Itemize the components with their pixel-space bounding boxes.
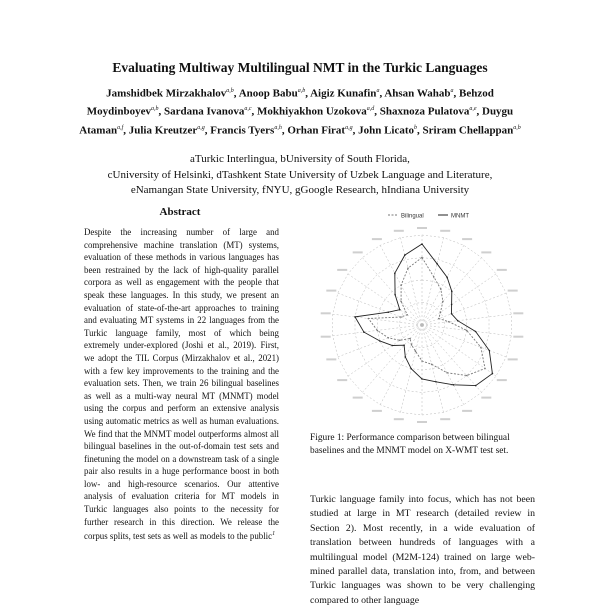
figure-caption: Figure 1: Performance comparison between bilingual baselines and the MNMT model on X-WMT test set. bbox=[310, 433, 510, 457]
radar-axis-label bbox=[440, 230, 450, 232]
author-name: Duygu Ataman bbox=[79, 106, 514, 137]
radar-axis-label bbox=[337, 379, 347, 381]
radar-point bbox=[489, 350, 491, 352]
radar-point bbox=[354, 316, 356, 318]
author-affiliation-mark: a,b bbox=[513, 124, 521, 131]
body-text: Turkic language family into focus, which has not been studied at large in MT research (detailed review in Section 2). Most recently, in a wide evaluation of translation between hundreds of languages with a multilingual model (M2M-124) trained on large web-mined parallel data, translation into, from, and between Turkic languages was shown to be very challenging compared to other language bbox=[310, 494, 535, 606]
radar-point bbox=[451, 291, 453, 293]
radar-point bbox=[409, 338, 411, 340]
radar-point bbox=[475, 331, 477, 333]
radar-point bbox=[394, 272, 396, 274]
affiliation-line-1: aTurkic Interlingua, bUniversity of South Florida, bbox=[190, 153, 410, 165]
author-name: Behzod Moydinboyev bbox=[86, 87, 494, 119]
radar-point bbox=[406, 314, 408, 316]
radar-point bbox=[457, 320, 459, 322]
radar-point bbox=[363, 331, 365, 333]
paper-title: Evaluating Multiway Multilingual NMT in the Turkic Languages bbox=[112, 60, 488, 75]
radar-point bbox=[484, 368, 486, 370]
abstract-footnote-mark: 1 bbox=[272, 531, 276, 538]
radar-axis-label bbox=[372, 410, 382, 412]
radar-axis-label bbox=[462, 238, 472, 240]
radar-axis-label bbox=[321, 312, 331, 314]
radar-point bbox=[475, 385, 477, 387]
legend-label: Bilingual bbox=[401, 213, 424, 220]
radar-spoke bbox=[422, 325, 506, 357]
radar-point bbox=[400, 284, 402, 286]
radar-point bbox=[453, 384, 455, 386]
author-list: Jamshidbek Mirzakhalov$^{a,b}$, Anoop Babu$^{a,b}$, Aigiz Kunafin$^a$, Ahsan Wahab$^a$, Behzod Moydinboyev$^{a,b}$, Sardana Ivanova$^{a,c}$, Mokhiyakhon Uzokova$^{a,d}$, Shaxnoza Pulatova$^{a,e}$, Duygu Ataman$^{a,f}$, Julia Kreutzer$^{a,g}$, Francis Tyers$^{a,h}$, Orhan Firat$^{a,g}$, John Licato$^b$, Sriram Chellappan$^{a,b}$ bbox=[79, 87, 521, 137]
author-affiliation-mark: b bbox=[414, 124, 418, 131]
radar-point bbox=[399, 309, 401, 311]
radar-point bbox=[492, 373, 494, 375]
radar-point bbox=[388, 311, 390, 313]
radar-spoke bbox=[422, 274, 496, 325]
author-affiliation-mark: a bbox=[376, 88, 380, 94]
legend-label: MNMT bbox=[451, 213, 469, 220]
radar-point bbox=[388, 337, 390, 339]
abstract-text bbox=[84, 226, 279, 543]
radar-axis-label bbox=[440, 418, 450, 420]
radar-point bbox=[440, 288, 442, 290]
radar-axis-label bbox=[337, 269, 347, 271]
radar-point bbox=[448, 321, 450, 323]
radar-axis-label bbox=[508, 290, 518, 292]
radar-point bbox=[435, 381, 437, 383]
author-affiliation-mark: a,d bbox=[366, 106, 375, 113]
affiliation-line-3: eNamangan State University, fNYU, gGoogle Research, hIndiana University bbox=[130, 184, 470, 197]
radar-point bbox=[421, 360, 423, 362]
radar-point bbox=[436, 263, 438, 265]
radar-axis-label bbox=[462, 410, 472, 412]
radar-axis-label bbox=[497, 379, 507, 381]
radar-point bbox=[466, 375, 468, 377]
radar-axis-label bbox=[417, 227, 427, 229]
radar-point bbox=[451, 304, 453, 306]
radar-point bbox=[399, 340, 401, 342]
radar-axis-label bbox=[481, 397, 491, 399]
author-name: Julia Kreutzer bbox=[128, 124, 198, 137]
radar-point bbox=[442, 301, 444, 303]
radar-series-mnmt bbox=[355, 244, 492, 386]
author-name: Aigiz Kunafin bbox=[310, 87, 377, 100]
abstract-heading: Abstract bbox=[159, 206, 201, 218]
radar-point bbox=[411, 344, 413, 346]
radar-spoke bbox=[348, 274, 422, 325]
radar-axis-label bbox=[321, 336, 331, 338]
author-name: Shaxnoza Pulatova bbox=[379, 106, 470, 119]
radar-axis-label bbox=[394, 418, 404, 420]
author-affiliation-mark: a bbox=[450, 88, 454, 94]
author-name: John Licato bbox=[358, 124, 415, 137]
radar-point bbox=[466, 330, 468, 332]
author-affiliation-mark: a,g bbox=[197, 124, 205, 131]
author-affiliation-mark: a,h bbox=[274, 124, 282, 131]
radar-axis-label bbox=[353, 397, 363, 399]
radar-axis-label bbox=[417, 421, 427, 423]
radar-point bbox=[407, 267, 409, 269]
author-affiliation-mark: a,b bbox=[226, 88, 234, 94]
author-name: Mokhiyakhon Uzokova bbox=[257, 106, 367, 119]
radar-axis-label bbox=[326, 358, 336, 360]
radar-point bbox=[400, 301, 402, 303]
radar-spoke bbox=[338, 293, 422, 325]
author-name: Sriram Chellappan bbox=[422, 124, 514, 137]
author-affiliation-mark: a,b bbox=[297, 88, 306, 94]
author-name: Francis Tyers bbox=[210, 124, 275, 137]
radar-point bbox=[415, 350, 417, 352]
radar-point bbox=[421, 257, 423, 259]
radar-axis-label bbox=[372, 238, 382, 240]
radar-axis-label bbox=[326, 290, 336, 292]
radar-axis-label bbox=[497, 269, 507, 271]
author-affiliation-mark: a,b bbox=[150, 106, 159, 113]
radar-point bbox=[451, 313, 453, 315]
radar-point bbox=[433, 276, 435, 278]
radar-axis-label bbox=[508, 358, 518, 360]
author-affiliation-mark: a,c bbox=[244, 106, 252, 113]
radar-point bbox=[480, 347, 482, 349]
radar-point bbox=[421, 243, 423, 245]
radar-point bbox=[438, 318, 440, 320]
radar-chart bbox=[310, 205, 535, 427]
radar-point bbox=[394, 294, 396, 296]
author-affiliation-mark: a,g bbox=[345, 124, 353, 131]
radar-point bbox=[421, 378, 423, 380]
radar-point bbox=[431, 364, 433, 366]
radar-point bbox=[405, 356, 407, 358]
radar-point bbox=[446, 276, 448, 278]
radar-axis-label bbox=[513, 336, 523, 338]
radar-axis-label bbox=[353, 251, 363, 253]
radar-point bbox=[403, 344, 405, 346]
affiliation-line-2: cUniversity of Helsinki, dTashkent State University of Uzbek Language and Literature, bbox=[107, 168, 493, 181]
radar-point bbox=[377, 330, 379, 332]
radar-point bbox=[404, 254, 406, 256]
radar-axis-label bbox=[481, 251, 491, 253]
radar-point bbox=[446, 372, 448, 374]
radar-point bbox=[379, 340, 381, 342]
author-name: Anoop Babu bbox=[238, 87, 298, 100]
radar-axis-label bbox=[394, 230, 404, 232]
author-name: Orhan Firat bbox=[287, 124, 346, 137]
author-affiliation-mark: a,f bbox=[117, 124, 124, 131]
radar-point bbox=[400, 316, 402, 318]
affiliations bbox=[70, 152, 530, 199]
abstract-body: Despite the increasing number of large and comprehensive machine translation (MT) systems, evaluation of these methods in various languages has been restrained by the lack of high-quality parallel corpora as well as engagement with the people that speak these languages. In this study, we present an evaluation of state-of-the-art approaches to training and evaluating MT systems in 22 languages from the Turkic language family, most of which being extremely under-explored (Joshi et al., 2019). First, we adopt the TIL Corpus (Mirzakhalov et al., 2021) with a few key improvements to the training and the evaluation sets. Then, we train 26 bilingual baselines as well as a multi-way neural MT (MNMT) model using the corpus and perform an extensive analysis using automatic metrics as well as human evaluations. We find that the MNMT model outperforms almost all bilingual baselines in the out-of-domain test sets and finetuning the model on a downstream task of a single pair also results in a huge performance boost in both low- and high-resource scenarios. Our attentive analysis of evaluation criteria for MT models in Turkic languages also points to the necessity for further research in this direction. We release the corpus splits, test sets as well as models to the public bbox=[84, 227, 279, 542]
radar-point bbox=[368, 318, 370, 320]
author-name: Jamshidbek Mirzakhalov bbox=[106, 87, 227, 100]
radar-point bbox=[392, 345, 394, 347]
author-name: Sardana Ivanova bbox=[163, 106, 245, 119]
radar-point bbox=[440, 311, 442, 313]
radar-axis-label bbox=[513, 312, 523, 314]
author-name: Ahsan Wahab bbox=[384, 87, 451, 100]
radar-point bbox=[410, 368, 412, 370]
author-affiliation-mark: a,e bbox=[469, 106, 477, 113]
radar-spoke bbox=[422, 293, 506, 325]
